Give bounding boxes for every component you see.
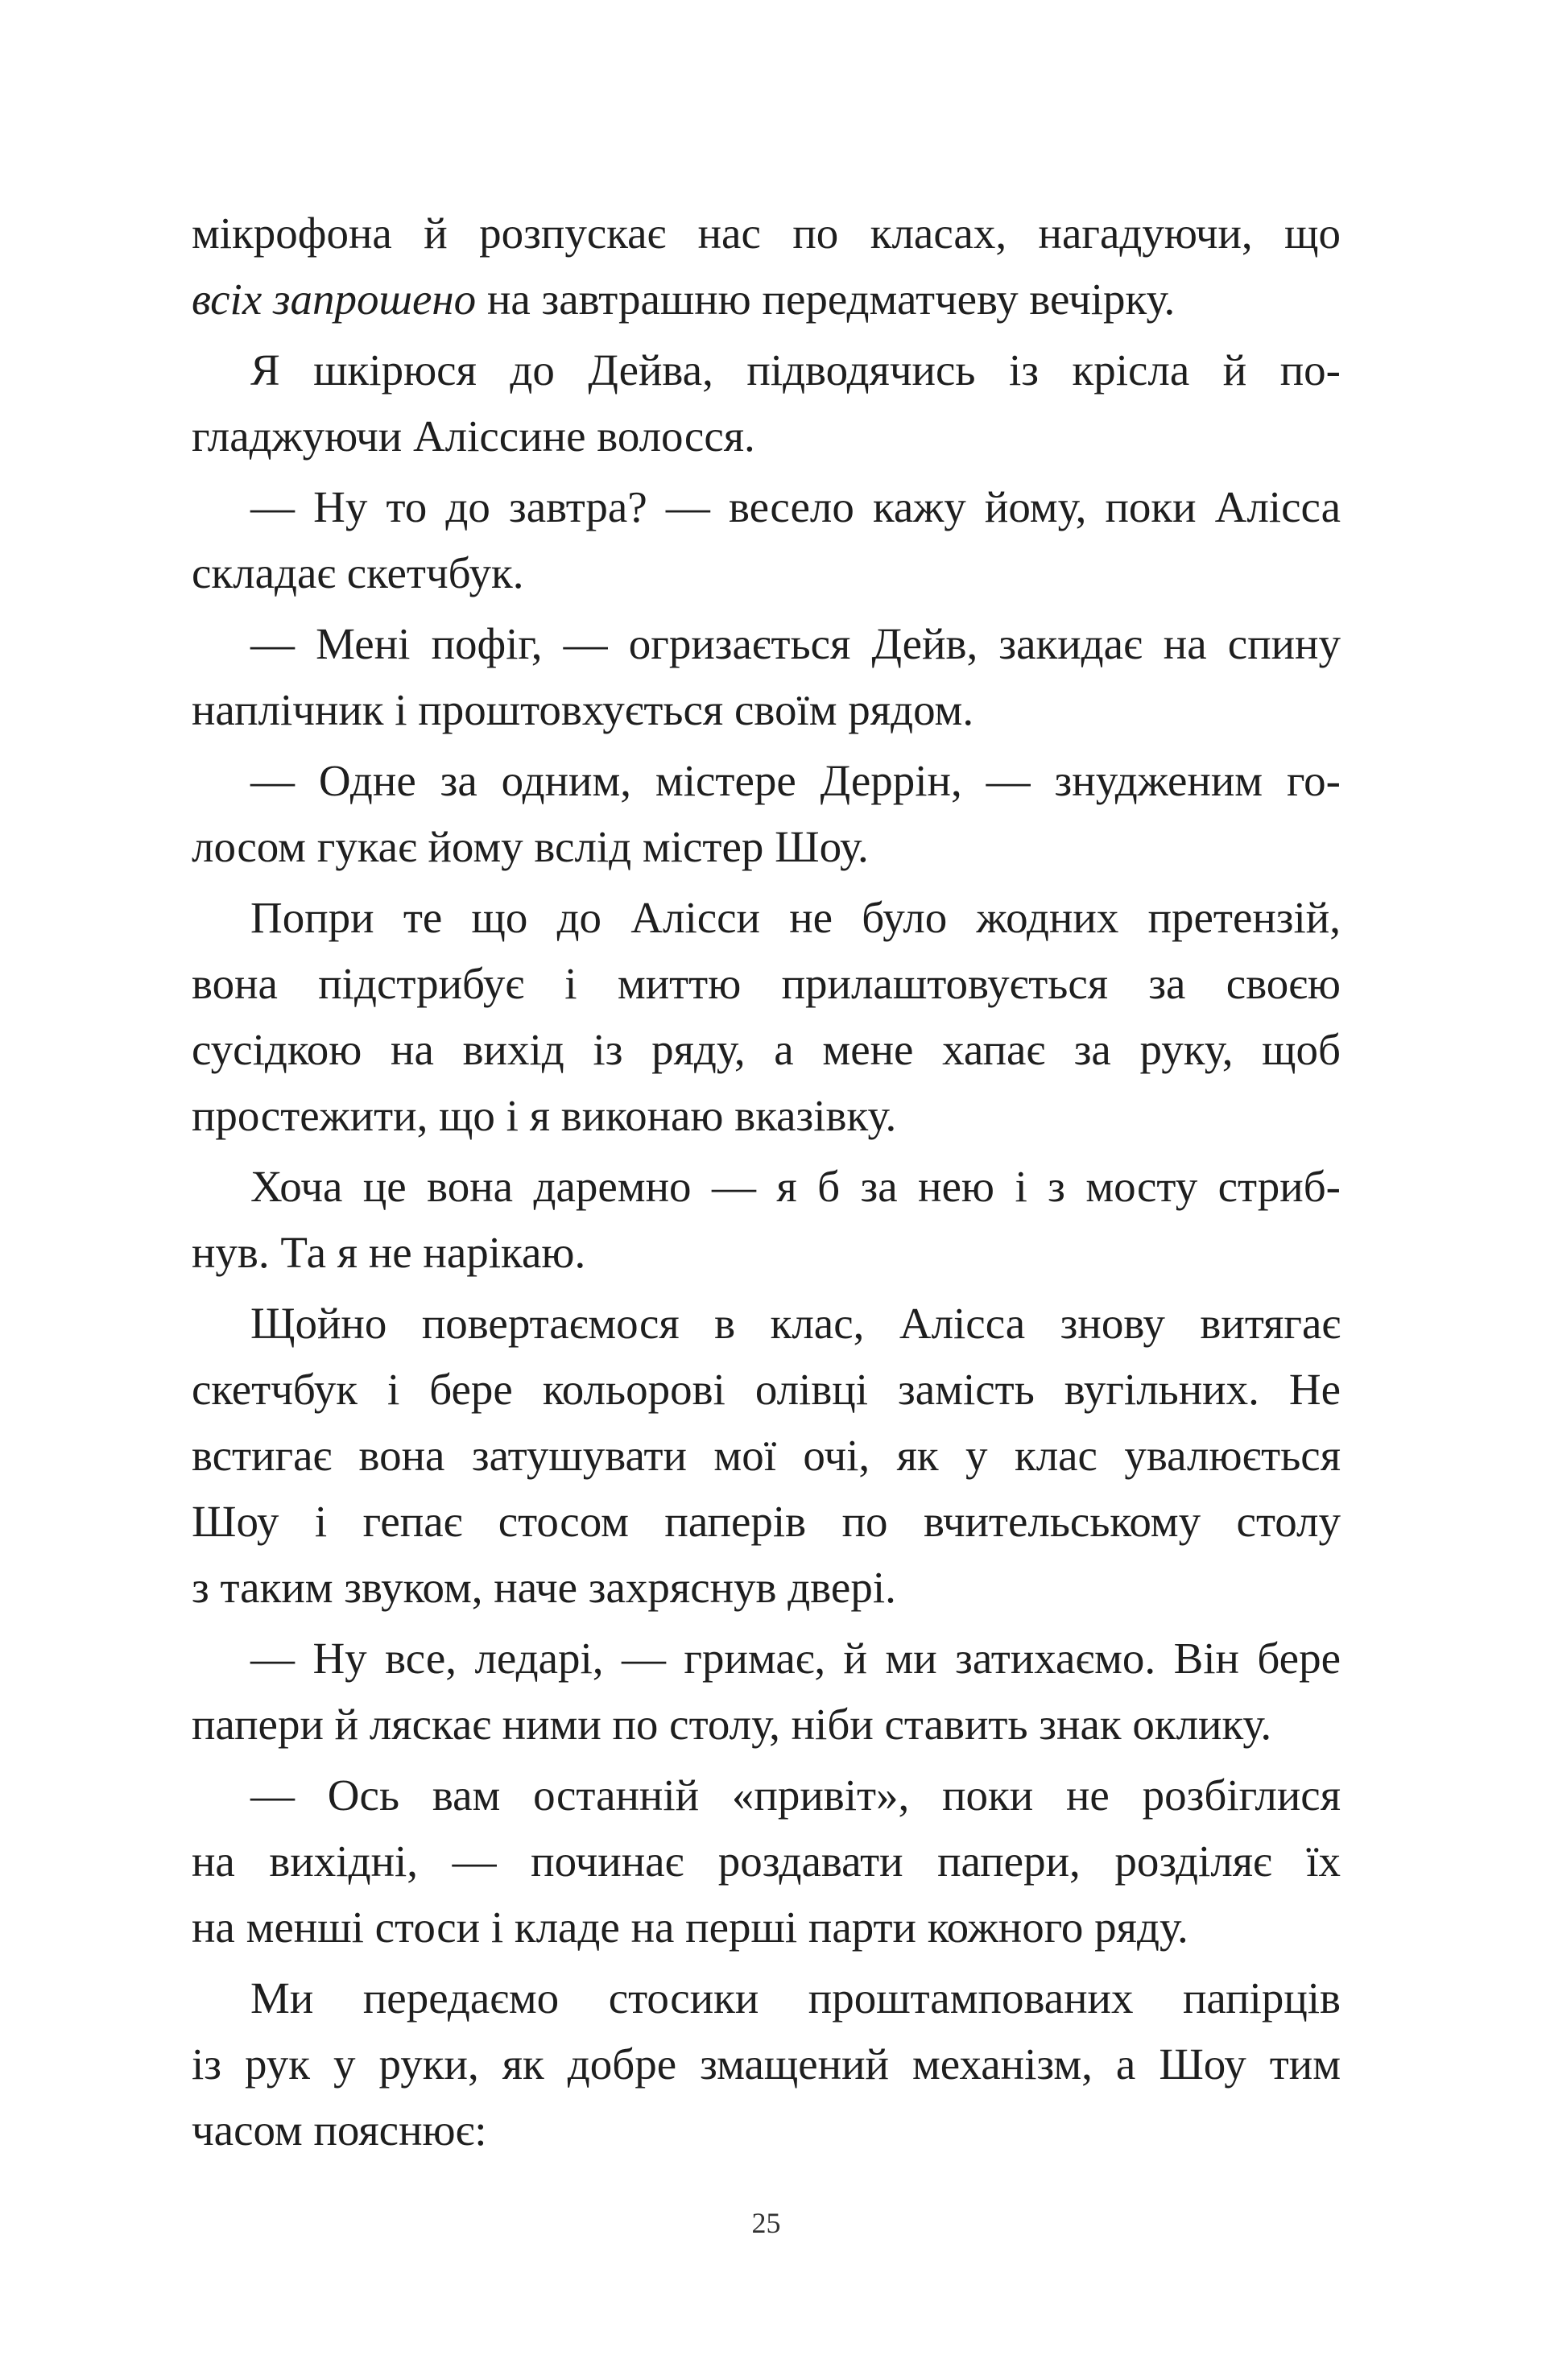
text-run: на вихідні, — починає роздавати папери, розділяє їх xyxy=(192,1837,1341,1886)
text-run: із рук у руки, як добре змащений механізм, а Шоу тим xyxy=(192,2039,1341,2089)
text-run: — Ну то до завтра? — весело кажу йому, поки Алісса xyxy=(250,482,1341,531)
text-line xyxy=(192,1423,1341,1489)
book-page-text xyxy=(192,200,1341,2163)
text-line xyxy=(192,1357,1341,1423)
text-line xyxy=(192,1894,1341,1961)
page-number: 25 xyxy=(751,2207,781,2239)
text-line xyxy=(192,677,1341,743)
text-line xyxy=(192,1828,1341,1894)
text-line xyxy=(192,611,1341,677)
text-line xyxy=(192,814,1341,880)
text-run: — Одне за одним, містере Деррін, — знудженим го- xyxy=(250,756,1341,805)
text-run: лосом гукає йому вслід містер Шоу. xyxy=(192,822,869,871)
text-run: наплічник і проштовхується своїм рядом. xyxy=(192,685,974,734)
text-line xyxy=(192,1762,1341,1828)
text-run: Я шкірюся до Дейва, підводячись із крісла й по- xyxy=(250,345,1341,395)
text-run: Хоча це вона даремно — я б за нею і з мосту стриб- xyxy=(250,1162,1341,1211)
text-run: гладжуючи Аліссине волосся. xyxy=(192,411,755,461)
text-line xyxy=(192,267,1341,333)
text-line xyxy=(192,474,1341,540)
text-line xyxy=(192,1965,1341,2031)
text-line xyxy=(192,951,1341,1017)
text-run: з таким звуком, наче захряснув двері. xyxy=(192,1563,896,1612)
text-line xyxy=(192,2097,1341,2163)
text-line xyxy=(192,1220,1341,1286)
text-run: Ми передаємо стосики проштампованих папірців xyxy=(250,1973,1341,2023)
text-run: простежити, що і я виконаю вказівку. xyxy=(192,1091,897,1140)
text-run: встигає вона затушувати мої очі, як у клас увалюється xyxy=(192,1431,1341,1480)
text-line xyxy=(192,1555,1341,1621)
text-line xyxy=(192,1692,1341,1758)
text-run: складає скетчбук. xyxy=(192,548,524,597)
text-run: — Мені пофіг, — огризається Дейв, закидає на спину xyxy=(250,619,1341,668)
text-line xyxy=(192,885,1341,951)
text-run: сусідкою на вихід із ряду, а мене хапає за руку, щоб xyxy=(192,1025,1341,1074)
text-run: Щойно повертаємося в клас, Алісса знову витягає xyxy=(250,1299,1341,1348)
text-run: нув. Та я не нарікаю. xyxy=(192,1228,586,1277)
text-run: на завтрашню передматчеву вечірку. xyxy=(476,275,1176,324)
text-run: папери й ляскає ними по столу, ніби ставить знак оклику. xyxy=(192,1700,1272,1749)
text-line xyxy=(192,1291,1341,1357)
text-run: — Ну все, ледарі, — гримає, й ми затихаємо. Він бере xyxy=(250,1634,1341,1683)
text-run: часом пояснює: xyxy=(192,2105,487,2155)
text-run: Попри те що до Алісси не було жодних претензій, xyxy=(250,893,1341,942)
text-line xyxy=(192,748,1341,814)
text-line xyxy=(192,2031,1341,2097)
text-line xyxy=(192,1489,1341,1555)
italic-text: всіх запрошено xyxy=(192,275,477,324)
text-line xyxy=(192,540,1341,606)
text-run: вона підстрибує і миттю прилаштовується за своєю xyxy=(192,959,1341,1008)
text-run: Шоу і гепає стосом паперів по вчительському столу xyxy=(192,1497,1341,1546)
text-line xyxy=(192,1017,1341,1083)
text-run: на менші стоси і кладе на перші парти кожного ряду. xyxy=(192,1903,1188,1952)
text-line xyxy=(192,1154,1341,1220)
text-run: скетчбук і бере кольорові олівці замість вугільних. Не xyxy=(192,1365,1341,1414)
text-line xyxy=(192,337,1341,403)
text-line xyxy=(192,1083,1341,1149)
text-line xyxy=(192,200,1341,267)
text-run: — Ось вам останній «привіт», поки не розбіглися xyxy=(250,1771,1341,1820)
text-line xyxy=(192,1626,1341,1692)
text-line xyxy=(192,403,1341,469)
text-run: мікрофона й розпускає нас по класах, нагадуючи, що xyxy=(192,209,1341,258)
